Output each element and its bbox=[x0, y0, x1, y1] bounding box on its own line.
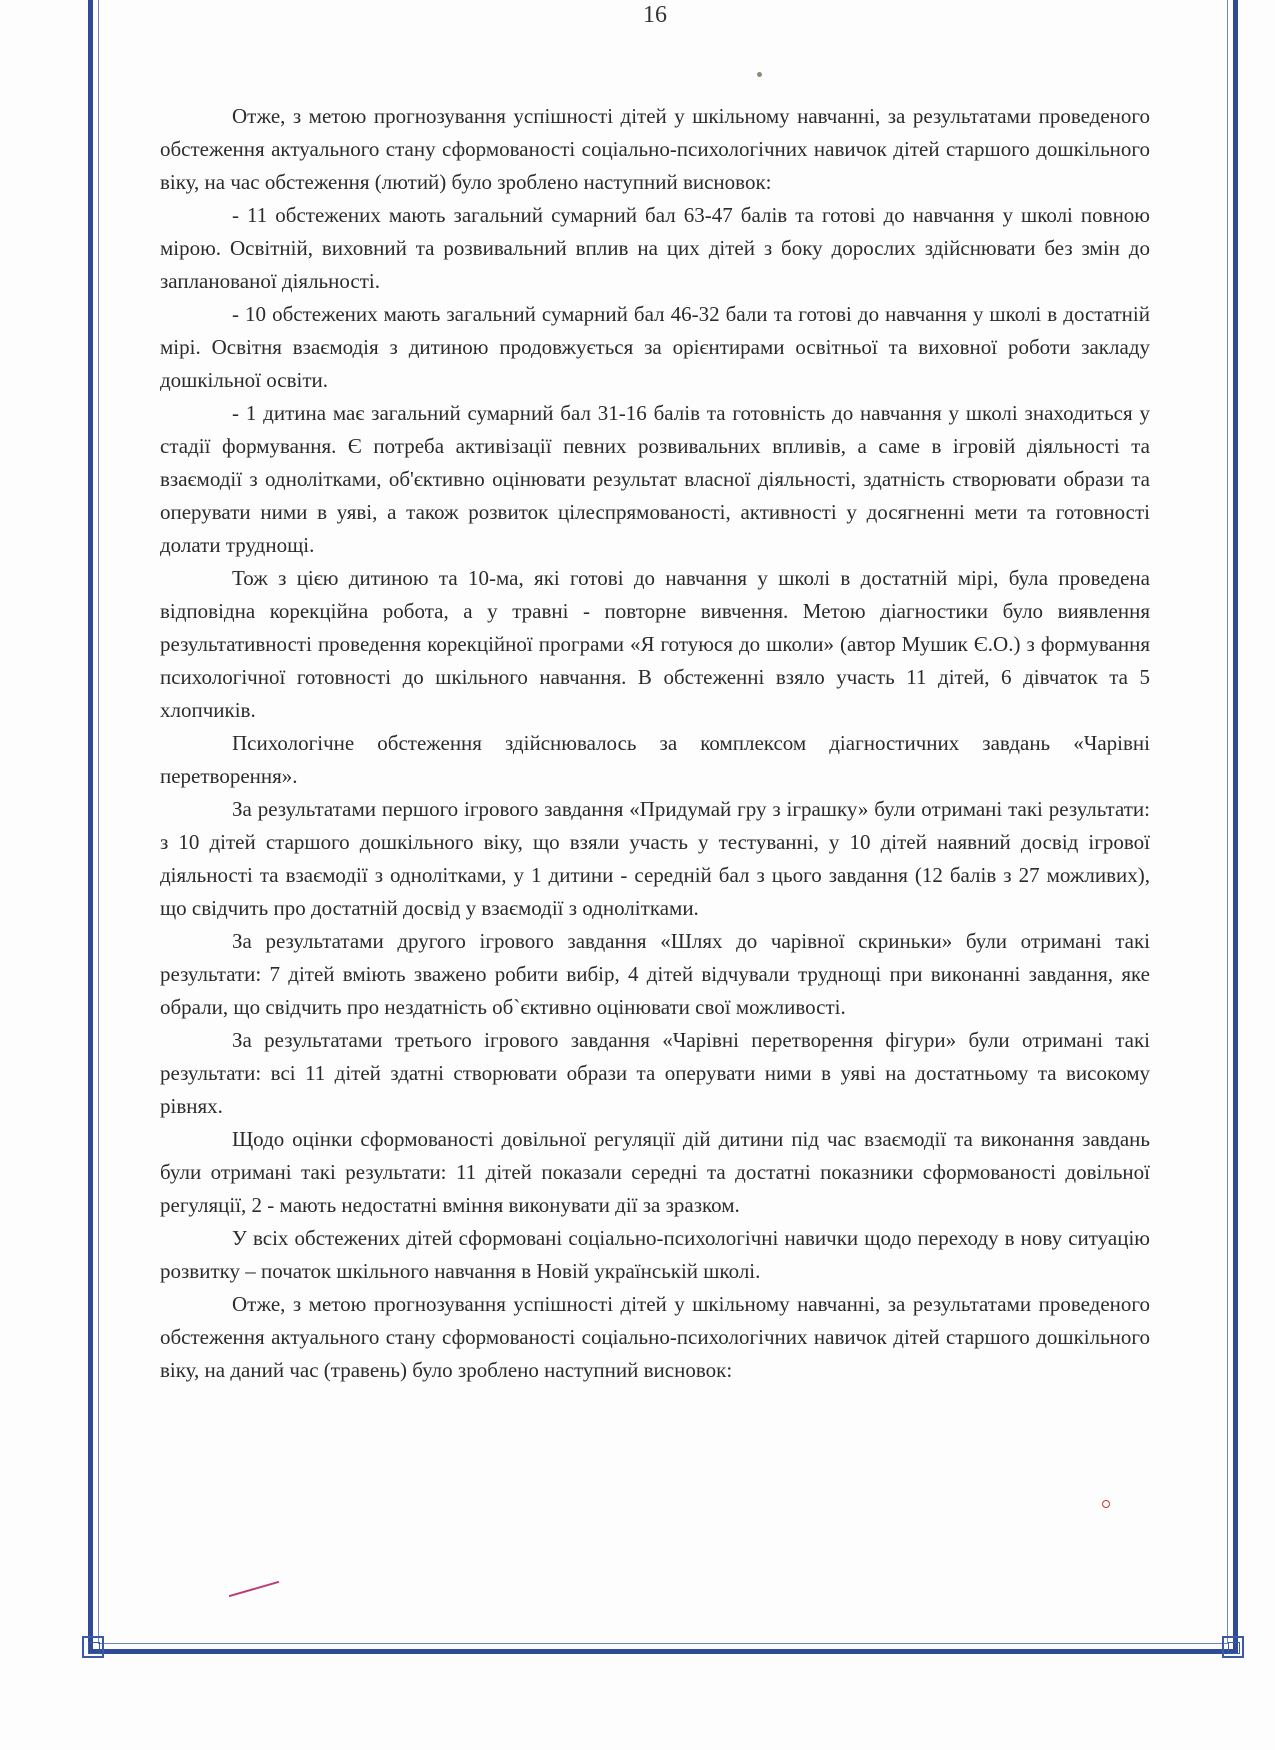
paragraph: Щодо оцінки сформованості довільної регуляції дій дитини під час взаємодії та виконання завдань були отримані такі результати: 11 дітей показали середні та достатні показники сформованості довільної регуляції, 2 - мають недостатні вміння виконувати дії за зразком. bbox=[160, 1127, 1150, 1217]
paragraph: Тож з цією дитиною та 10-ма, які готові до навчання у школі в достатній мірі, була проведена відповідна корекційна робота, а у травні - повторне вивчення. Метою діагностики було виявлення результативності проведення корекційної програми «Я готуюся до школи» (автор Мушик Є.О.) з формування психологічної готовності до шкільного навчання. В обстеженні взяло участь 11 дітей, 6 дівчаток та 5 хлопчиків. bbox=[160, 566, 1150, 722]
scan-speck bbox=[1102, 1500, 1110, 1508]
paragraph: Отже, з метою прогнозування успішності дітей у шкільному навчанні, за результатами проведеного обстеження актуального стану сформованості соціально-психологічних навичок дітей старшого дошкільного віку, на даний час (травень) було зроблено наступний висновок: bbox=[160, 1292, 1150, 1382]
list-item: - 10 обстежених мають загальний сумарний бал 46-32 бали та готові до навчання у школі в достатній мірі. Освітня взаємодія з дитиною продовжується за орієнтирами освітньої та виховної роботи закладу дошкільної освіти. bbox=[160, 302, 1150, 392]
list-item: - 1 дитина має загальний сумарний бал 31-16 балів та готовність до навчання у школі знаходиться у стадії формування. Є потреба активізації певних розвивальних впливів, а саме в ігровій діяльності та взаємодії з однолітками, об'єктивно оцінювати результат власної діяльності, здатність створювати образи та оперувати ними в уяві, а також розвиток цілеспрямованості, активності у досягненні мети та готовності долати труднощі. bbox=[160, 401, 1150, 557]
border-ornament-left bbox=[82, 1636, 104, 1658]
paragraph: За результатами другого ігрового завдання «Шлях до чарівної скриньки» були отримані такі результати: 7 дітей вміють зважено робити вибір, 4 дітей відчували труднощі при виконанні завдання, яке обрали, що свідчить про нездатність об`єктивно оцінювати свої можливості. bbox=[160, 929, 1150, 1019]
document-body bbox=[160, 100, 1150, 1387]
scan-speck bbox=[757, 72, 762, 77]
page-number: 16 bbox=[643, 2, 667, 28]
paragraph: За результатами першого ігрового завдання «Придумай гру з іграшку» були отримані такі результати: з 10 дітей старшого дошкільного віку, що взяли участь у тестуванні, у 10 дітей наявний досвід ігрової діяльності та взаємодії з однолітками, у 1 дитини - середній бал з цього завдання (12 балів з 27 можливих), що свідчить про достатній досвід у взаємодії з однолітками. bbox=[160, 797, 1150, 920]
border-ornament-right bbox=[1222, 1636, 1244, 1658]
list-item: - 11 обстежених мають загальний сумарний бал 63-47 балів та готові до навчання у школі повною мірою. Освітній, виховний та розвивальний вплив на цих дітей з боку дорослих здійснювати без змін до запланованої діяльності. bbox=[160, 203, 1150, 293]
paragraph: У всіх обстежених дітей сформовані соціально-психологічні навички щодо переходу в нову ситуацію розвитку – початок шкільного навчання в Новій українській школі. bbox=[160, 1226, 1150, 1283]
paragraph: Психологічне обстеження здійснювалось за комплексом діагностичних завдань «Чарівні перетворення». bbox=[160, 731, 1150, 788]
paragraph: Отже, з метою прогнозування успішності дітей у шкільному навчанні, за результатами проведеного обстеження актуального стану сформованості соціально-психологічних навичок дітей старшого дошкільного віку, на час обстеження (лютий) було зроблено наступний висновок: bbox=[160, 104, 1150, 194]
paragraph: За результатами третього ігрового завдання «Чарівні перетворення фігури» були отримані такі результати: всі 11 дітей здатні створювати образи та оперувати ними в уяві на достатньому та високому рівнях. bbox=[160, 1028, 1150, 1118]
